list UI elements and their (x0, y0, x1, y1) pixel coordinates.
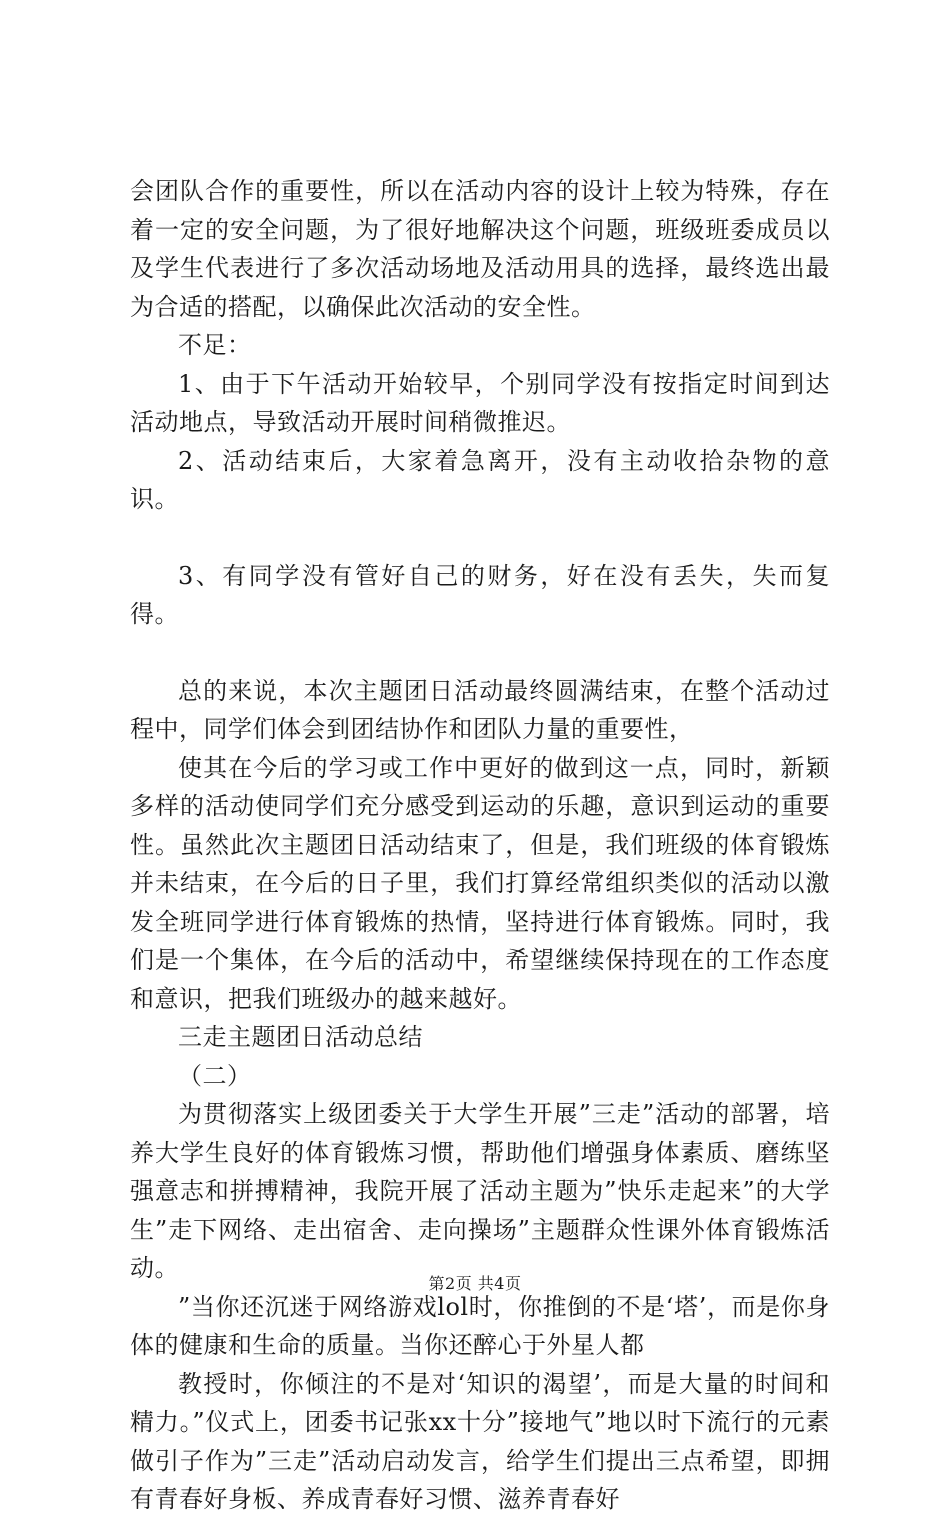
section-number: （二） (178, 1061, 252, 1090)
paragraph-quote: ”当你还沉迷于网络游戏lol时，你推倒的不是‘塔’，而是你身体的健康和生命的质量。当你还醉心于外星人都 (130, 1292, 830, 1359)
paragraph-continuation: 会团队合作的重要性，所以在活动内容的设计上较为特殊，存在着一定的安全问题，为了很好地解决这个问题，班级班委成员以及学生代表进行了多次活动场地及活动用具的选择，最终选出最为合适的搭配，以确保此次活动的安全性。 (130, 177, 830, 321)
page-footer: 第2页 共4页 (428, 1274, 522, 1293)
paragraph-item-1: 1、由于下午活动开始较早，个别同学没有按指定时间到达活动地点，导致活动开展时间稍微推迟。 (130, 369, 830, 436)
paragraph-ceremony: 教授时，你倾注的不是对‘知识的渴望’，而是大量的时间和精力。”仪式上，团委书记张xx十分”接地气”地以时下流行的元素做引子作为”三走”活动启动发言，给学生们提出三点希望，即拥有青春好身板、养成青春好习惯、滋养青春好 (130, 1369, 830, 1513)
paragraph-intro: 为贯彻落实上级团委关于大学生开展”三走”活动的部署，培养大学生良好的体育锻炼习惯，帮助他们增强身体素质、磨练坚强意志和拼搏精神，我院开展了活动主题为”快乐走起来”的大学生”走下网络、走出宿舍、走向操场”主题群众性课外体育锻炼活动。 (130, 1100, 830, 1282)
paragraph-summary-continued: 使其在今后的学习或工作中更好的做到这一点，同时，新颖多样的活动使同学们充分感受到运动的乐趣，意识到运动的重要性。虽然此次主题团日活动结束了，但是，我们班级的体育锻炼并未结束，在今后的日子里，我们打算经常组织类似的活动以激发全班同学进行体育锻炼的热情，坚持进行体育锻炼。同时，我们是一个集体，在今后的活动中，希望继续保持现在的工作态度和意识，把我们班级办的越来越好。 (130, 753, 830, 1013)
body-text (130, 172, 830, 1519)
paragraph-item-2: 2、活动结束后，大家着急离开，没有主动收拾杂物的意识。 (130, 446, 830, 513)
paragraph-summary: 总的来说，本次主题团日活动最终圆满结束，在整个活动过程中，同学们体会到团结协作和团队力量的重要性， (130, 676, 830, 743)
paragraph-item-3: 3、有同学没有管好自己的财务，好在没有丢失，失而复得。 (130, 561, 830, 628)
paragraph-shortcomings-heading: 不足： (178, 331, 252, 359)
section-title: 三走主题团日活动总结 (178, 1023, 423, 1051)
